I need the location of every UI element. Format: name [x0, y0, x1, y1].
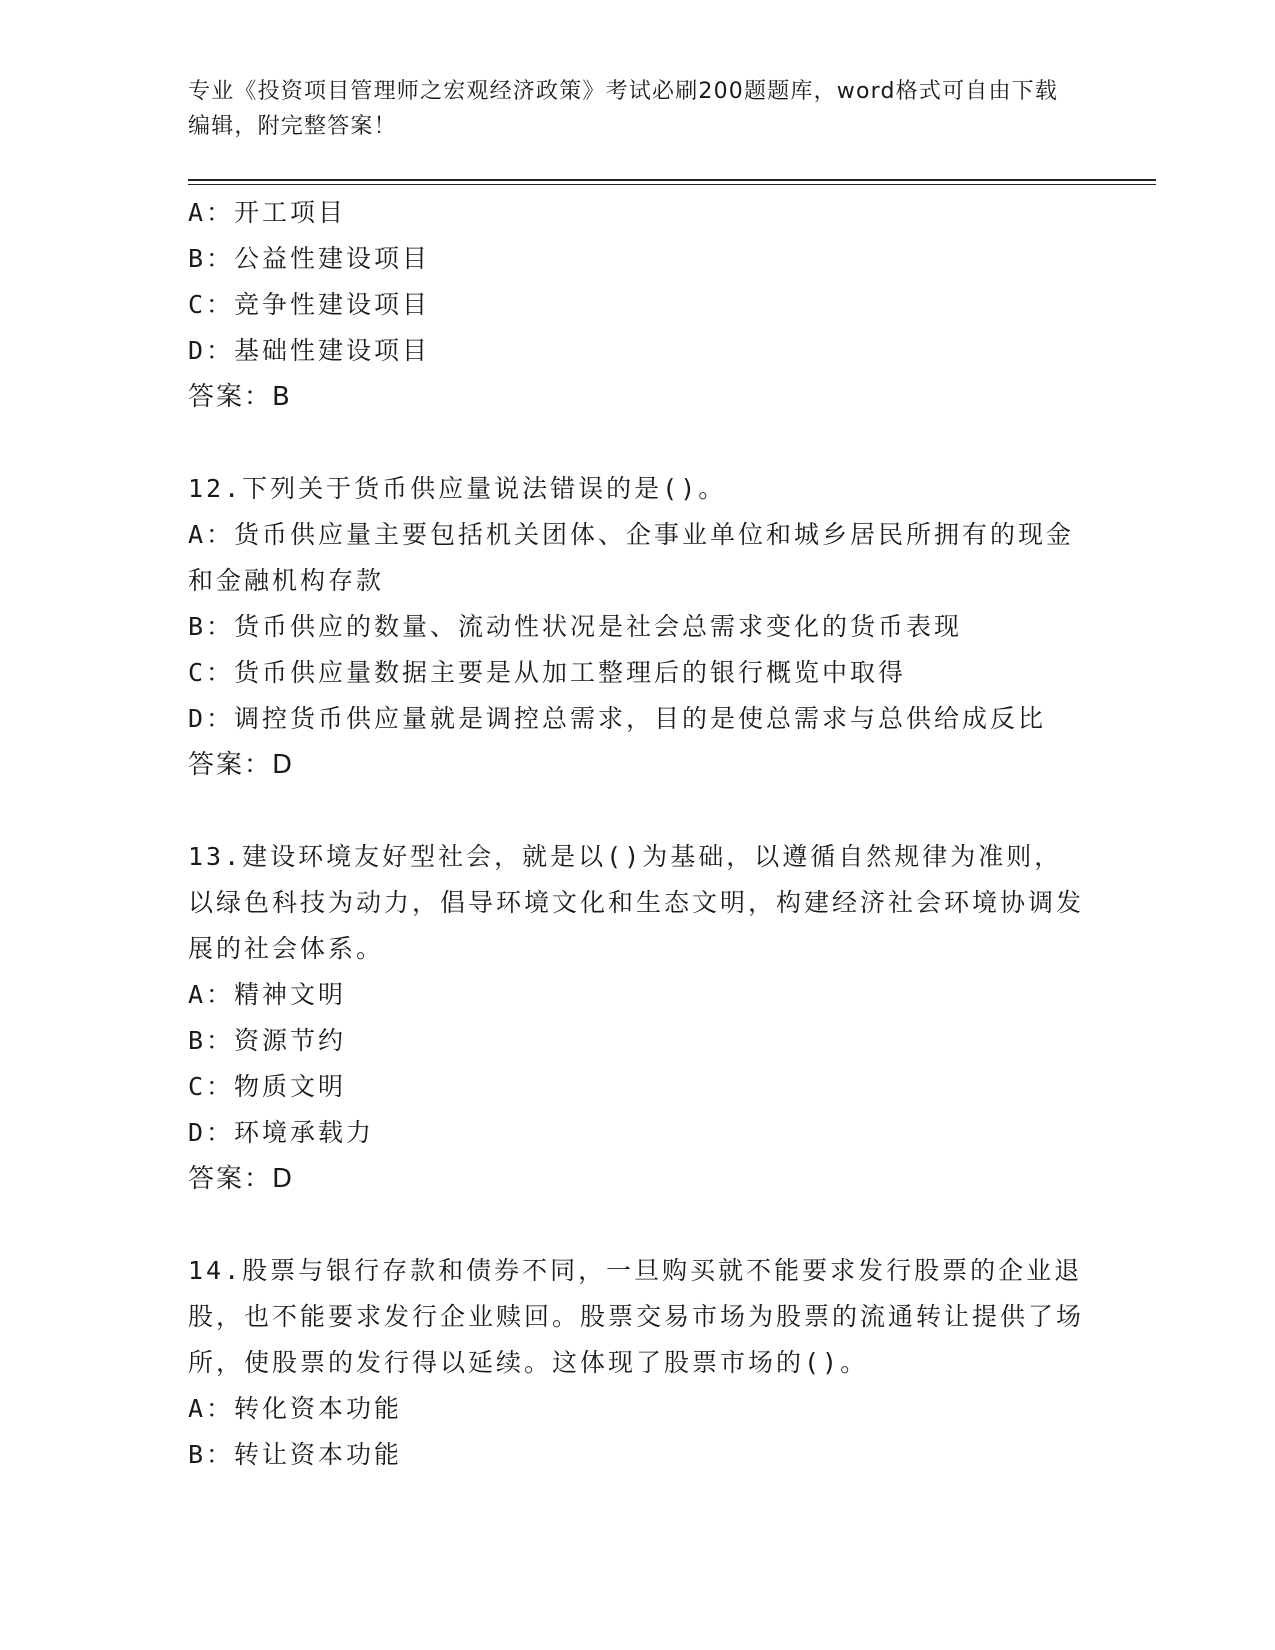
- spacer: [188, 1202, 1088, 1248]
- answer: 答案：D: [188, 750, 295, 780]
- option-b: B：转让资本功能: [188, 1440, 403, 1469]
- question-stem: 13.建设环境友好型社会，就是以()为基础，以遵循自然规律为准则，以绿色科技为动力，倡导环境文化和生态文明，构建经济社会环境协调发展的社会体系。: [188, 842, 1085, 963]
- answer: 答案：B: [188, 382, 292, 412]
- option-a: A：转化资本功能: [188, 1394, 403, 1423]
- option-a: A：开工项目: [188, 198, 347, 227]
- question-14: [188, 1248, 1088, 1478]
- option-b: B：货币供应的数量、流动性状况是社会总需求变化的货币表现: [188, 612, 963, 641]
- spacer: [188, 420, 1088, 466]
- option-a: A：货币供应量主要包括机关团体、企事业单位和城乡居民所拥有的现金和金融机构存款: [188, 520, 1075, 595]
- option-a: A：精神文明: [188, 980, 347, 1009]
- option-c: C：物质文明: [188, 1072, 347, 1101]
- option-c: C：货币供应量数据主要是从加工整理后的银行概览中取得: [188, 658, 907, 687]
- option-b: B：公益性建设项目: [188, 244, 431, 273]
- question-content: [188, 190, 1088, 1478]
- header-rule-thick: [188, 179, 1156, 181]
- question-13: [188, 834, 1088, 1202]
- question-stem: 12.下列关于货币供应量说法错误的是()。: [188, 474, 727, 503]
- question-stem: 14.股票与银行存款和债券不同，一旦购买就不能要求发行股票的企业退股，也不能要求发行企业赎回。股票交易市场为股票的流通转让提供了场所，使股票的发行得以延续。这体现了股票市场的()。: [188, 1256, 1085, 1377]
- option-c: C：竞争性建设项目: [188, 290, 431, 319]
- spacer: [188, 788, 1088, 834]
- option-b: B：资源节约: [188, 1026, 347, 1055]
- document-header: 专业《投资项目管理师之宏观经济政策》考试必刷200题题库，word格式可自由下载编辑，附完整答案！: [188, 79, 1059, 139]
- option-d: D：基础性建设项目: [188, 336, 431, 365]
- option-d: D：调控货币供应量就是调控总需求，目的是使总需求与总供给成反比: [188, 704, 1047, 733]
- option-d: D：环境承载力: [188, 1118, 375, 1147]
- header-rule-thin: [188, 184, 1156, 185]
- question-11: [188, 190, 1088, 420]
- answer: 答案：D: [188, 1164, 295, 1194]
- question-12: [188, 466, 1088, 788]
